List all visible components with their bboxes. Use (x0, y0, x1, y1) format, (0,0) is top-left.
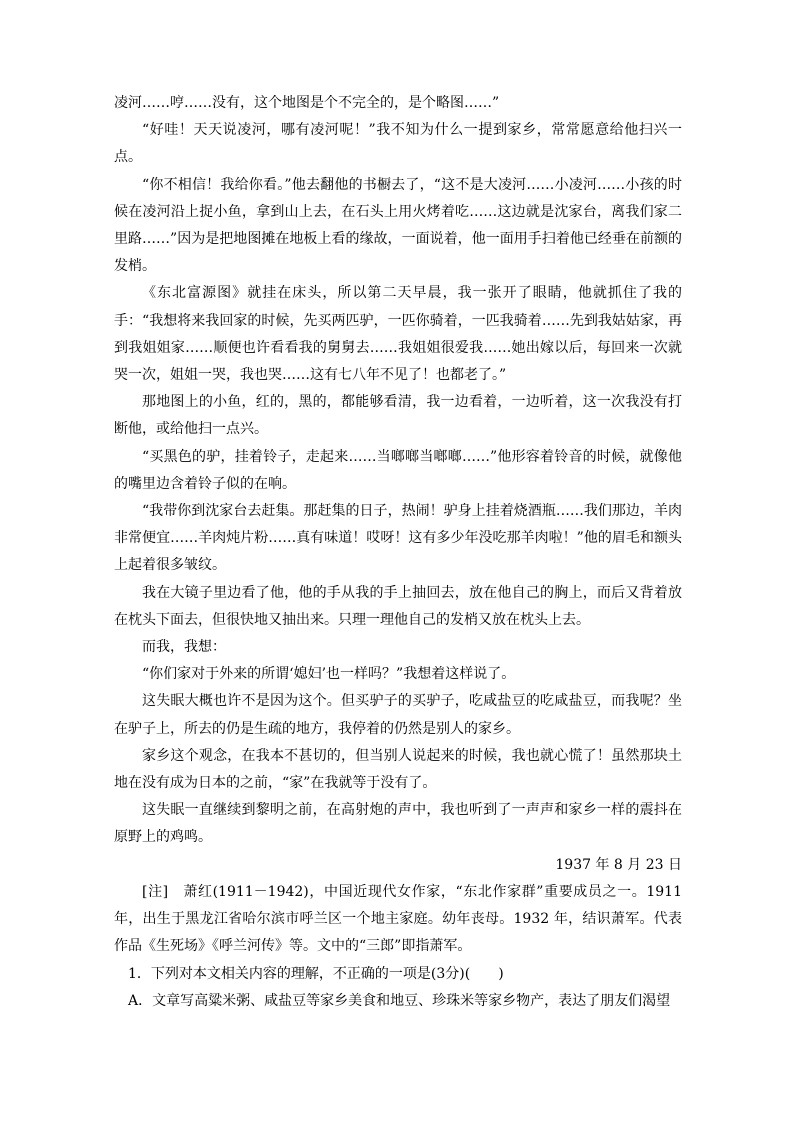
paragraph: 那地图上的小鱼，红的，黑的，都能够看清，我一边看着，一边听着，这一次我没有打断他，或给他扫一点兴。 (114, 394, 682, 438)
paragraph: 这失眠大概也许不是因为这个。但买驴子的买驴子，吃咸盐豆的吃咸盐豆，而我呢？坐在驴子上，所去的仍是生疏的地方，我停着的仍然是别人的家乡。 (114, 693, 682, 737)
paragraph: 《东北富源图》就挂在床头，所以第二天早晨，我一张开了眼睛，他就抓住了我的手：“我想将来我回家的时候，先买两匹驴，一匹你骑着，一匹我骑着……先到我姑姑家，再到我姐姐家……顺便也许看看我的舅舅去……我姐姐很爱我……她出嫁以后，每回来一次就哭一次，姐姐一哭，我也哭……这有七八年不见了！也都老了。” (114, 285, 682, 384)
option-a: A．文章写高粱米粥、咸盐豆等家乡美食和地豆、珍珠米等家乡物产，表达了朋友们渴望 (128, 992, 671, 1009)
paragraph: “你们家对于外来的所谓‘媳妇’也一样吗？”我想着这样说了。 (142, 666, 516, 683)
paragraph: 家乡这个观念，在我本不甚切的，但当别人说起来的时候，我也就心慌了！虽然那块土地在没有成为日本的之前，“家”在我就等于没有了。 (114, 747, 682, 792)
paragraph: “买黑色的驴，挂着铃子，走起来……当啷啷当啷啷……”他形容着铃音的时候，就像他的嘴里边含着铃子似的在响。 (114, 448, 682, 492)
paragraph: “好哇！天天说凌河，哪有凌河呢！”我不知为什么一提到家乡，常常愿意给他扫兴一点。 (114, 122, 682, 166)
paragraph: 这失眠一直继续到黎明之前，在高射炮的声中，我也听到了一声声和家乡一样的震抖在原野上的鸡鸣。 (114, 802, 682, 846)
date-line: 1937 年 8 月 23 日 (555, 856, 682, 873)
paragraph: “我带你到沈家台去赶集。那赶集的日子，热闹！驴身上挂着烧酒瓶……我们那边，羊肉非常便宜……羊肉炖片粉……真有味道！哎呀！这有多少年没吃那羊肉啦！”他的眉毛和额头上起着很多皱纹。 (114, 503, 682, 574)
paragraph: 我在大镜子里边看了他，他的手从我的手上抽回去，放在他自己的胸上，而后又背着放在枕头下面去，但很快地又抽出来。只理一理他自己的发梢又放在枕头上去。 (114, 584, 682, 628)
question-text: 1．下列对本文相关内容的理解，不正确的一项是(3分)( ) (128, 965, 504, 982)
author-note: [注] 萧红(1911－1942)，中国近现代女作家，“东北作家群”重要成员之一。1911 年，出生于黑龙江省哈尔滨市呼兰区一个地主家庭。幼年丧母。1932 年，结识萧军。代表作品《生死场》《呼兰河传》等。文中的“三郎”即指萧军。 (114, 883, 682, 955)
document-page (114, 90, 682, 1015)
paragraph: “你不相信！我给你看。”他去翻他的书橱去了，“这不是大凌河……小凌河……小孩的时候在凌河沿上捉小鱼，拿到山上去，在石头上用火烤着吃……这边就是沈家台，离我们家二里路……”因为是把地图摊在地板上看的缘故，一面说着，他一面用手扫着他已经垂在前额的发梢。 (114, 176, 682, 275)
paragraph: 而我，我想： (142, 639, 226, 656)
paragraph: 凌河……哼……没有，这个地图是个不完全的，是个略图……” (114, 95, 500, 111)
